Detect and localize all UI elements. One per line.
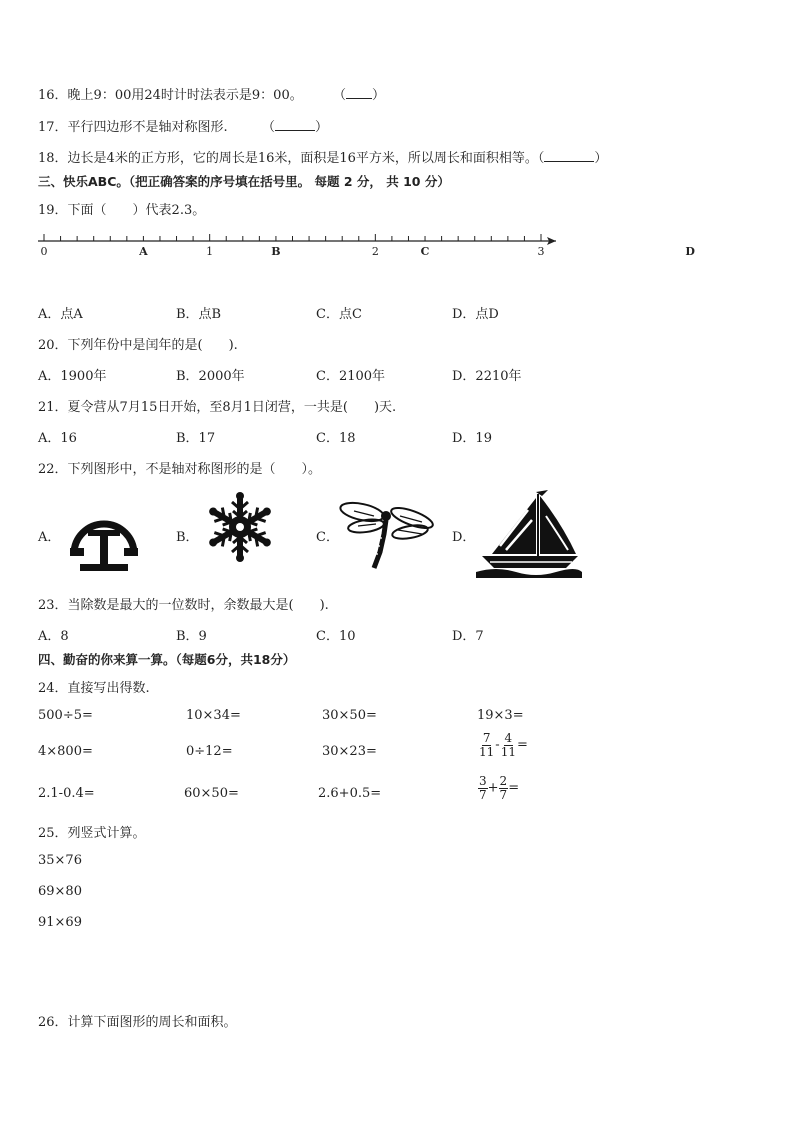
question-20-text: 20．下列年份中是闰年的是( ). [38, 338, 238, 353]
calc-item: 2.6+0.5= [318, 786, 382, 801]
option-19-b[interactable]: B．点B [176, 307, 222, 322]
question-17-text: 17．平行四边形不是轴对称图形. [38, 120, 228, 135]
calc-item: 30×23= [322, 744, 377, 759]
option-21-a[interactable]: A．16 [38, 431, 77, 446]
option-20-c[interactable]: C．2100年 [316, 369, 386, 384]
option-21-c[interactable]: C．18 [316, 431, 356, 446]
calc-item: 10×34= [186, 708, 241, 723]
number-line-point-b: B [271, 245, 281, 258]
sailboat-icon [476, 486, 584, 580]
calc-item: 0÷12= [186, 744, 233, 759]
number-line-point-d: D [685, 245, 695, 258]
option-20-a[interactable]: A．1900年 [38, 369, 107, 384]
calc-fraction-subtract: $\frac{7}{11}$ - $\frac{4}{11}$ = [479, 731, 528, 759]
option-22-c[interactable]: C． [316, 530, 339, 545]
question-25-text: 25．列竖式计算。 [38, 826, 146, 841]
option-21-b[interactable]: B．17 [176, 431, 216, 446]
vertical-calc-item: 91×69 [38, 915, 82, 930]
question-18-text: 18．边长是4米的正方形，它的周长是16米，面积是16平方米，所以周长和面积相等。 [38, 151, 538, 166]
option-20-b[interactable]: B．2000年 [176, 369, 245, 384]
vertical-calc-item: 35×76 [38, 853, 82, 868]
calc-item: 60×50= [184, 786, 239, 801]
question-26-text: 26．计算下面图形的周长和面积。 [38, 1015, 237, 1030]
snowflake-icon [200, 492, 280, 562]
question-17: 17．平行四边形不是轴对称图形. （ ） [38, 120, 328, 135]
calc-fraction-add: $\frac{3}{7}$ + $\frac{2}{7}$ = [479, 774, 520, 802]
question-16: 16．晚上9：00用24时计时法表示是9：00。 （ ） [38, 88, 386, 103]
calc-item: 4×800= [38, 744, 93, 759]
calc-item: 30×50= [322, 708, 377, 723]
question-18: 18．边长是4米的正方形，它的周长是16米，面积是16平方米，所以周长和面积相等。（ ） [38, 151, 608, 166]
section-3-title: 三、快乐ABC。（把正确答案的序号填在括号里。 每题 2 分， 共 10 分） [38, 174, 450, 189]
number-line [0, 0, 794, 300]
question-22-text: 22．下列图形中，不是轴对称图形的是（ ）。 [38, 462, 322, 477]
question-19-text: 19．下面（ ）代表2.3。 [38, 203, 206, 218]
calc-item: 2.1-0.4= [38, 786, 95, 801]
question-16-text: 16．晚上9：00用24时计时法表示是9：00。 [38, 88, 303, 103]
option-23-d[interactable]: D．7 [452, 629, 484, 644]
number-line-number-label: 1 [206, 245, 214, 258]
calc-item: 19×3= [477, 708, 524, 723]
option-23-a[interactable]: A．8 [38, 629, 69, 644]
number-line-number-label: 0 [40, 245, 48, 258]
question-23-text: 23．当除数是最大的一位数时，余数最大是( ). [38, 598, 329, 613]
number-line-number-label: 2 [371, 245, 379, 258]
section-4-title: 四、勤奋的你来算一算。（每题6分，共18分） [38, 652, 296, 667]
number-line-point-a: A [139, 245, 148, 258]
option-22-a[interactable]: A． [38, 530, 61, 545]
vertical-calc-item: 69×80 [38, 884, 82, 899]
number-line-point-c: C [420, 245, 430, 258]
option-23-b[interactable]: B．9 [176, 629, 207, 644]
option-22-b[interactable]: B． [176, 530, 199, 545]
arch-symbol-icon [64, 496, 144, 576]
calc-item: 500÷5= [38, 708, 93, 723]
option-21-d[interactable]: D．19 [452, 431, 492, 446]
question-21-text: 21．夏令营从7月15日开始，至8月1日闭营，一共是( )天. [38, 400, 397, 415]
option-23-c[interactable]: C．10 [316, 629, 356, 644]
option-19-d[interactable]: D．点D [452, 307, 499, 322]
dragonfly-icon [340, 494, 436, 574]
option-19-c[interactable]: C．点C [316, 307, 362, 322]
question-24-text: 24．直接写出得数. [38, 681, 150, 696]
option-19-a[interactable]: A．点A [38, 307, 83, 322]
option-20-d[interactable]: D．2210年 [452, 369, 522, 384]
option-22-d[interactable]: D． [452, 530, 476, 545]
number-line-number-label: 3 [537, 245, 545, 258]
